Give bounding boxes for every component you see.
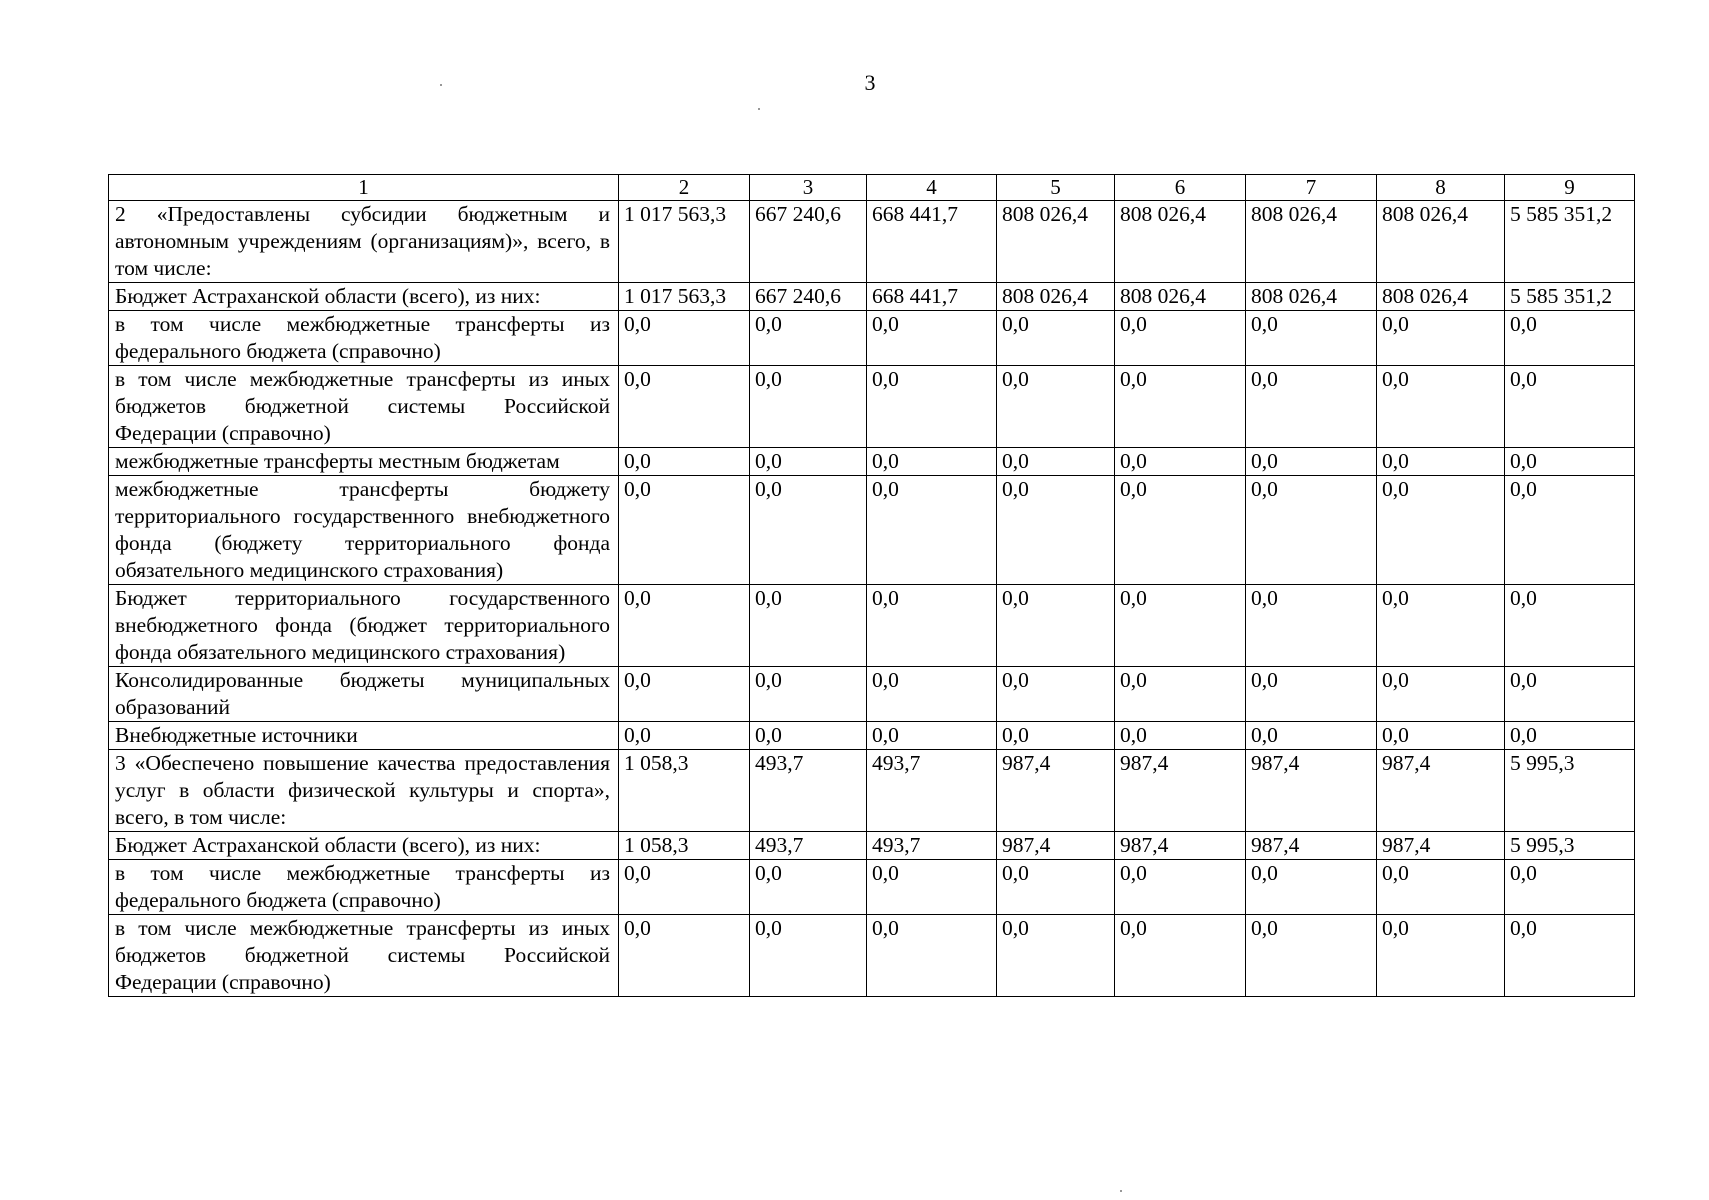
cell-value: 0,0 bbox=[619, 860, 750, 915]
row-label: в том числе межбюджетные трансферты из федерального бюджета (справочно) bbox=[109, 311, 619, 366]
row-label: Консолидированные бюджеты муниципальных образований bbox=[109, 667, 619, 722]
column-header-9: 9 bbox=[1505, 175, 1635, 201]
cell-value: 0,0 bbox=[997, 667, 1115, 722]
cell-value: 5 995,3 bbox=[1505, 832, 1635, 860]
cell-value: 668 441,7 bbox=[867, 283, 997, 311]
cell-value: 987,4 bbox=[1377, 750, 1505, 832]
cell-value: 1 058,3 bbox=[619, 832, 750, 860]
cell-value: 0,0 bbox=[1377, 667, 1505, 722]
cell-value: 0,0 bbox=[867, 311, 997, 366]
scan-speck bbox=[440, 84, 442, 86]
cell-value: 0,0 bbox=[1115, 448, 1246, 476]
cell-value: 0,0 bbox=[619, 722, 750, 750]
cell-value: 0,0 bbox=[1246, 311, 1377, 366]
cell-value: 1 017 563,3 bbox=[619, 201, 750, 283]
table-row bbox=[109, 311, 1635, 366]
cell-value: 0,0 bbox=[1505, 915, 1635, 997]
table-row bbox=[109, 476, 1635, 585]
cell-value: 0,0 bbox=[1505, 667, 1635, 722]
cell-value: 667 240,6 bbox=[750, 201, 867, 283]
table-row bbox=[109, 283, 1635, 311]
cell-value: 493,7 bbox=[750, 832, 867, 860]
cell-value: 0,0 bbox=[1115, 476, 1246, 585]
table-row bbox=[109, 915, 1635, 997]
cell-value: 0,0 bbox=[1246, 366, 1377, 448]
cell-value: 0,0 bbox=[1246, 722, 1377, 750]
column-header-6: 6 bbox=[1115, 175, 1246, 201]
cell-value: 808 026,4 bbox=[1246, 201, 1377, 283]
cell-value: 493,7 bbox=[867, 750, 997, 832]
cell-value: 987,4 bbox=[1246, 750, 1377, 832]
cell-value: 5 995,3 bbox=[1505, 750, 1635, 832]
cell-value: 808 026,4 bbox=[1115, 201, 1246, 283]
scan-speck bbox=[758, 108, 760, 110]
cell-value: 0,0 bbox=[619, 448, 750, 476]
cell-value: 0,0 bbox=[1505, 860, 1635, 915]
column-header-2: 2 bbox=[619, 175, 750, 201]
cell-value: 0,0 bbox=[997, 860, 1115, 915]
cell-value: 0,0 bbox=[1505, 311, 1635, 366]
cell-value: 0,0 bbox=[619, 667, 750, 722]
cell-value: 0,0 bbox=[1377, 722, 1505, 750]
row-label: 3 «Обеспечено повышение качества предоставления услуг в области физической культуры и спорта», всего, в том числе: bbox=[109, 750, 619, 832]
budget-table-body bbox=[109, 175, 1635, 997]
cell-value: 493,7 bbox=[867, 832, 997, 860]
cell-value: 0,0 bbox=[1505, 476, 1635, 585]
cell-value: 0,0 bbox=[750, 915, 867, 997]
cell-value: 987,4 bbox=[1115, 832, 1246, 860]
table-row bbox=[109, 585, 1635, 667]
table-row bbox=[109, 750, 1635, 832]
cell-value: 0,0 bbox=[1377, 311, 1505, 366]
cell-value: 808 026,4 bbox=[1377, 201, 1505, 283]
row-label: Внебюджетные источники bbox=[109, 722, 619, 750]
cell-value: 0,0 bbox=[750, 448, 867, 476]
cell-value: 0,0 bbox=[1377, 585, 1505, 667]
cell-value: 987,4 bbox=[997, 832, 1115, 860]
cell-value: 0,0 bbox=[997, 585, 1115, 667]
cell-value: 1 058,3 bbox=[619, 750, 750, 832]
cell-value: 808 026,4 bbox=[997, 201, 1115, 283]
table-row bbox=[109, 448, 1635, 476]
budget-table bbox=[108, 174, 1635, 997]
cell-value: 0,0 bbox=[750, 311, 867, 366]
column-header-3: 3 bbox=[750, 175, 867, 201]
cell-value: 0,0 bbox=[867, 722, 997, 750]
cell-value: 0,0 bbox=[1505, 366, 1635, 448]
table-row bbox=[109, 366, 1635, 448]
cell-value: 0,0 bbox=[750, 476, 867, 585]
cell-value: 493,7 bbox=[750, 750, 867, 832]
cell-value: 987,4 bbox=[1115, 750, 1246, 832]
cell-value: 0,0 bbox=[867, 448, 997, 476]
table-row bbox=[109, 667, 1635, 722]
cell-value: 0,0 bbox=[619, 311, 750, 366]
cell-value: 0,0 bbox=[1505, 448, 1635, 476]
row-label: межбюджетные трансферты бюджету территориального государственного внебюджетного фонда (бюджету территориального фонда обязательного медицинского страхования) bbox=[109, 476, 619, 585]
cell-value: 0,0 bbox=[997, 366, 1115, 448]
cell-value: 0,0 bbox=[1246, 585, 1377, 667]
cell-value: 0,0 bbox=[1246, 448, 1377, 476]
cell-value: 0,0 bbox=[997, 448, 1115, 476]
cell-value: 0,0 bbox=[1377, 860, 1505, 915]
table-row bbox=[109, 201, 1635, 283]
cell-value: 987,4 bbox=[1246, 832, 1377, 860]
cell-value: 0,0 bbox=[1246, 860, 1377, 915]
scan-speck bbox=[1120, 1190, 1122, 1192]
page-number: 3 bbox=[864, 70, 876, 95]
column-header-8: 8 bbox=[1377, 175, 1505, 201]
row-label: Бюджет Астраханской области (всего), из них: bbox=[109, 832, 619, 860]
cell-value: 0,0 bbox=[1115, 722, 1246, 750]
cell-value: 0,0 bbox=[1246, 667, 1377, 722]
cell-value: 0,0 bbox=[1115, 585, 1246, 667]
cell-value: 0,0 bbox=[1377, 366, 1505, 448]
column-header-5: 5 bbox=[997, 175, 1115, 201]
cell-value: 0,0 bbox=[997, 311, 1115, 366]
cell-value: 0,0 bbox=[1115, 667, 1246, 722]
cell-value: 0,0 bbox=[997, 915, 1115, 997]
cell-value: 0,0 bbox=[750, 667, 867, 722]
cell-value: 0,0 bbox=[1115, 860, 1246, 915]
cell-value: 987,4 bbox=[1377, 832, 1505, 860]
cell-value: 0,0 bbox=[750, 722, 867, 750]
cell-value: 0,0 bbox=[619, 476, 750, 585]
row-label: межбюджетные трансферты местным бюджетам bbox=[109, 448, 619, 476]
cell-value: 808 026,4 bbox=[1115, 283, 1246, 311]
table-row bbox=[109, 722, 1635, 750]
table-row bbox=[109, 860, 1635, 915]
cell-value: 0,0 bbox=[867, 667, 997, 722]
cell-value: 0,0 bbox=[867, 585, 997, 667]
cell-value: 0,0 bbox=[1115, 915, 1246, 997]
row-label: в том числе межбюджетные трансферты из федерального бюджета (справочно) bbox=[109, 860, 619, 915]
cell-value: 0,0 bbox=[619, 366, 750, 448]
table-row bbox=[109, 832, 1635, 860]
cell-value: 808 026,4 bbox=[1246, 283, 1377, 311]
column-header-4: 4 bbox=[867, 175, 997, 201]
column-header-1: 1 bbox=[109, 175, 619, 201]
cell-value: 0,0 bbox=[1246, 915, 1377, 997]
cell-value: 0,0 bbox=[867, 860, 997, 915]
cell-value: 0,0 bbox=[867, 366, 997, 448]
row-label: Бюджет Астраханской области (всего), из них: bbox=[109, 283, 619, 311]
row-label: Бюджет территориального государственного внебюджетного фонда (бюджет территориального фонда обязательного медицинского страхования) bbox=[109, 585, 619, 667]
cell-value: 0,0 bbox=[867, 915, 997, 997]
cell-value: 0,0 bbox=[1505, 585, 1635, 667]
cell-value: 0,0 bbox=[619, 915, 750, 997]
cell-value: 0,0 bbox=[1115, 366, 1246, 448]
cell-value: 668 441,7 bbox=[867, 201, 997, 283]
row-label: в том числе межбюджетные трансферты из иных бюджетов бюджетной системы Российской Федерации (справочно) bbox=[109, 915, 619, 997]
cell-value: 0,0 bbox=[750, 366, 867, 448]
cell-value: 0,0 bbox=[1377, 476, 1505, 585]
cell-value: 0,0 bbox=[1115, 311, 1246, 366]
row-label: 2 «Предоставлены субсидии бюджетным и автономным учреждениям (организациям)», всего, в том числе: bbox=[109, 201, 619, 283]
cell-value: 667 240,6 bbox=[750, 283, 867, 311]
cell-value: 0,0 bbox=[867, 476, 997, 585]
cell-value: 0,0 bbox=[1377, 448, 1505, 476]
cell-value: 0,0 bbox=[997, 722, 1115, 750]
row-label: в том числе межбюджетные трансферты из иных бюджетов бюджетной системы Российской Федерации (справочно) bbox=[109, 366, 619, 448]
cell-value: 987,4 bbox=[997, 750, 1115, 832]
cell-value: 5 585 351,2 bbox=[1505, 283, 1635, 311]
cell-value: 0,0 bbox=[750, 585, 867, 667]
cell-value: 5 585 351,2 bbox=[1505, 201, 1635, 283]
cell-value: 808 026,4 bbox=[1377, 283, 1505, 311]
cell-value: 0,0 bbox=[619, 585, 750, 667]
table-header-row bbox=[109, 175, 1635, 201]
cell-value: 0,0 bbox=[997, 476, 1115, 585]
cell-value: 0,0 bbox=[750, 860, 867, 915]
cell-value: 0,0 bbox=[1505, 722, 1635, 750]
column-header-7: 7 bbox=[1246, 175, 1377, 201]
cell-value: 808 026,4 bbox=[997, 283, 1115, 311]
cell-value: 0,0 bbox=[1246, 476, 1377, 585]
cell-value: 0,0 bbox=[1377, 915, 1505, 997]
cell-value: 1 017 563,3 bbox=[619, 283, 750, 311]
